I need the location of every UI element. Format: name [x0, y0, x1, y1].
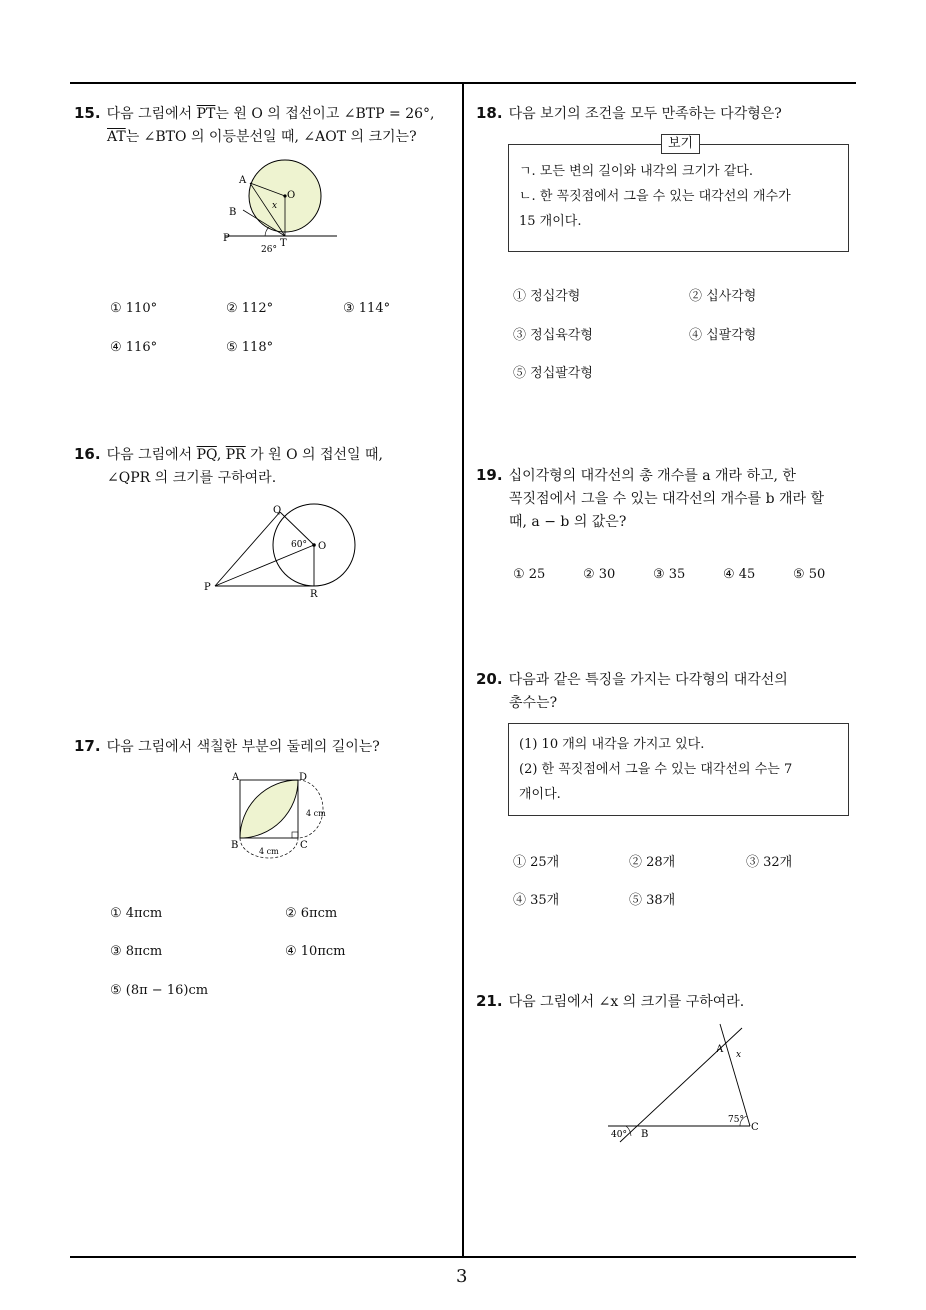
- q17-choice-1[interactable]: ① 4πcm: [110, 906, 163, 921]
- q20-choice-4[interactable]: ④ 35개: [513, 893, 560, 908]
- box-line: ㄴ. 한 꼭짓점에서 그을 수 있는 대각선의 개수가: [519, 189, 791, 204]
- box-line: 개이다.: [519, 787, 561, 802]
- question-16: [74, 443, 383, 490]
- label-a: A: [232, 772, 240, 783]
- label-p: P: [223, 233, 230, 244]
- q17-choice-3[interactable]: ③ 8πcm: [110, 944, 163, 959]
- segment-pt: $\overline{PT}$: [196, 106, 216, 122]
- q16-text: ,: [216, 447, 226, 463]
- q19-choice-4[interactable]: ④ 45: [723, 567, 756, 582]
- label-angle-b: 40°: [611, 1130, 627, 1140]
- center-dot: [312, 543, 316, 547]
- q16-text: 가 원 O 의 접선일 때,: [245, 447, 383, 463]
- column-divider: [462, 82, 464, 1257]
- q19-choice-1[interactable]: ① 25: [513, 567, 546, 582]
- label-x: x: [736, 1050, 742, 1060]
- label-b: B: [641, 1129, 649, 1140]
- q15-choice-2[interactable]: ② 112°: [226, 301, 274, 316]
- question-17: [74, 735, 380, 759]
- q15-choice-5[interactable]: ⑤ 118°: [226, 340, 274, 355]
- question-18: [476, 102, 782, 126]
- q17-figure: [228, 768, 338, 863]
- q15-text: 는 원 O 의 접선이고 ∠BTP = 26°,: [215, 106, 435, 122]
- label-q: Q: [273, 505, 282, 516]
- question-20: [476, 668, 788, 715]
- q15-text: 는 ∠BTO 의 이등분선일 때, ∠AOT 의 크기는?: [125, 129, 417, 145]
- question-number: 16.: [74, 445, 101, 463]
- label-side-bottom: 4 cm: [259, 847, 279, 856]
- q18-condition-box: [508, 144, 849, 252]
- q20-condition-box: [508, 723, 849, 816]
- q18-choice-4[interactable]: ④ 십팔각형: [689, 328, 757, 343]
- q15-choice-3[interactable]: ③ 114°: [343, 301, 391, 316]
- q19-text: 꼭짓점에서 그을 수 있는 대각선의 개수를 b 개라 할: [509, 491, 825, 507]
- label-angle: 60°: [291, 540, 307, 550]
- q20-choice-1[interactable]: ① 25개: [513, 855, 560, 870]
- q18-choice-2[interactable]: ② 십사각형: [689, 289, 757, 304]
- label-o: O: [318, 541, 327, 552]
- label-side-right: 4 cm: [306, 809, 326, 818]
- q15-figure: [215, 150, 345, 260]
- q21-figure: [600, 1020, 770, 1150]
- box-line: 15 개이다.: [519, 214, 582, 229]
- q20-text: 다음과 같은 특징을 가지는 다각형의 대각선의: [508, 672, 788, 688]
- box-line: (1) 10 개의 내각을 가지고 있다.: [519, 737, 705, 752]
- segment-pr: $\overline{PR}$: [225, 447, 246, 463]
- label-c: C: [751, 1122, 759, 1133]
- label-a: A: [239, 175, 247, 186]
- q19-choice-3[interactable]: ③ 35: [653, 567, 686, 582]
- shaded-region: [240, 780, 298, 838]
- q18-choice-1[interactable]: ① 정십각형: [513, 289, 581, 304]
- q19-choice-2[interactable]: ② 30: [583, 567, 616, 582]
- q16-text: 다음 그림에서: [106, 447, 197, 463]
- q17-choice-4[interactable]: ④ 10πcm: [285, 944, 346, 959]
- q19-text: 십이각형의 대각선의 총 개수를 a 개라 하고, 한: [508, 468, 796, 484]
- q21-text: 다음 그림에서 ∠x 의 크기를 구하여라.: [508, 994, 745, 1010]
- segment-pq: $\overline{PQ}$: [196, 447, 217, 463]
- label-b: B: [229, 207, 237, 218]
- label-angle: 26°: [261, 245, 277, 255]
- box-line: (2) 한 꼭짓점에서 그을 수 있는 대각선의 수는 7: [519, 762, 793, 777]
- q20-choice-5[interactable]: ⑤ 38개: [629, 893, 676, 908]
- tangent-pq: [215, 512, 280, 586]
- q19-text: 때, a − b 의 값은?: [509, 514, 627, 530]
- label-c: C: [300, 840, 308, 851]
- label-a: A: [716, 1044, 724, 1055]
- question-number: 18.: [476, 104, 503, 122]
- q20-choice-3[interactable]: ③ 32개: [746, 855, 793, 870]
- q16-figure: [200, 500, 370, 605]
- question-number: 20.: [476, 670, 503, 688]
- q18-choice-3[interactable]: ③ 정십육각형: [513, 328, 593, 343]
- question-21: [476, 990, 744, 1014]
- question-number: 17.: [74, 737, 101, 755]
- label-o: O: [287, 190, 296, 201]
- segment-po: [215, 545, 314, 586]
- q17-choice-2[interactable]: ② 6πcm: [285, 906, 338, 921]
- label-angle-c: 75°: [728, 1115, 744, 1125]
- q17-text: 다음 그림에서 색칠한 부분의 둘레의 길이는?: [106, 739, 380, 755]
- question-15: [74, 102, 434, 149]
- q20-choice-2[interactable]: ② 28개: [629, 855, 676, 870]
- question-number: 15.: [74, 104, 101, 122]
- q15-choice-4[interactable]: ④ 116°: [110, 340, 158, 355]
- q18-choice-5[interactable]: ⑤ 정십팔각형: [513, 366, 593, 381]
- right-angle-mark: [292, 832, 298, 838]
- line-through-ab: [620, 1028, 742, 1142]
- label-b: B: [231, 840, 239, 851]
- question-19: [476, 464, 824, 534]
- bottom-rule: [70, 1256, 856, 1258]
- q20-text: 총수는?: [509, 695, 558, 711]
- box-line: ㄱ. 모든 변의 길이와 내각의 크기가 같다.: [519, 164, 753, 179]
- label-t: T: [280, 238, 287, 249]
- q18-box-tag: 보기: [661, 134, 700, 154]
- segment-at: $\overline{AT}$: [107, 129, 126, 145]
- q19-choice-5[interactable]: ⑤ 50: [793, 567, 826, 582]
- label-d: D: [299, 772, 308, 783]
- q15-text: 다음 그림에서: [106, 106, 197, 122]
- label-r: R: [310, 589, 318, 600]
- line-through-ac: [720, 1024, 750, 1126]
- q18-text: 다음 보기의 조건을 모두 만족하는 다각형은?: [508, 106, 782, 122]
- q16-text: ∠QPR 의 크기를 구하여라.: [107, 470, 277, 486]
- question-number: 21.: [476, 992, 503, 1010]
- q15-choice-1[interactable]: ① 110°: [110, 301, 158, 316]
- question-number: 19.: [476, 466, 503, 484]
- label-p: P: [204, 582, 211, 593]
- label-x: x: [272, 201, 278, 211]
- page-number: 3: [456, 1266, 468, 1287]
- q17-choice-5[interactable]: ⑤ (8π − 16)cm: [110, 983, 209, 998]
